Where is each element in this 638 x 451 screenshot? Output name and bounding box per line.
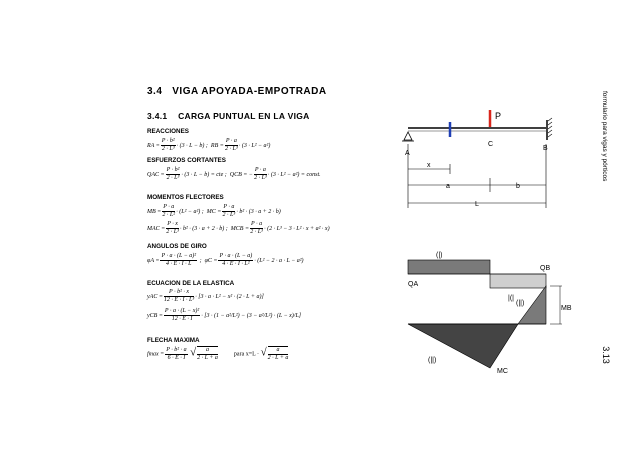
shear-sign-positive: (|) [436, 252, 443, 259]
heading-reacciones: REACCIONES [147, 128, 189, 135]
pinned-support-a [402, 132, 414, 141]
dim-b-label: b [516, 183, 520, 190]
beam [408, 128, 546, 131]
label-b: B [543, 145, 548, 152]
moment-diagram [408, 286, 546, 368]
page-number: 3.13 [600, 346, 611, 364]
label-a: A [405, 150, 410, 157]
moment-sign-positive: (||) [428, 357, 437, 364]
label-c: C [488, 141, 494, 148]
shear-label-b: QB [540, 265, 551, 272]
heading-giro: ANGULOS DE GIRO [147, 243, 207, 250]
dimension-lines [408, 144, 546, 208]
moment-label-c: MC [497, 368, 508, 375]
fixed-support-b [547, 118, 552, 140]
formula-moments-1: MB = $\frac{P \cdot a}{\text{2 · L²}}$ · (L² − a²) ; MC = $\frac{P \cdot a}{\text{2 · L³}}$ · b² · (3 · a + 2 · b) [147, 204, 281, 218]
shear-diagram [408, 260, 546, 288]
heading-cortantes: ESFUERZOS CORTANTES [147, 157, 226, 164]
beam-diagrams [400, 100, 572, 380]
formula-moments-2: MAC = $\frac{P \cdot x}{\text{2 · L³}}$ · b² · (3 · a + 2 · b) ; MCB = $\frac{P \cdot a}{\text{2 · L³}}$ · (2 · L³ − 3 · L² · x + a² · x) [147, 221, 330, 235]
formula-reactions: RA = $\frac{\text{P · b²}}{\text{2 · L³}}$ · (3 · L − b) ; RB = $\frac{P \cdot a}{\text{2 · L³}}$ · (3 · L² − a²) [147, 138, 271, 152]
moment-label-b: MB [561, 305, 572, 312]
heading-elastica: ECUACION DE LA ELASTICA [147, 280, 235, 287]
shear-sign-negative: |(| [508, 295, 514, 302]
moment-sign-negative: (||) [516, 300, 525, 307]
dim-a-label: a [446, 183, 450, 190]
shear-label-a: QA [408, 281, 419, 288]
dim-l-label: L [475, 201, 479, 208]
formula-deflection: fmax = $\frac{\text{P · b² · a}}{6 \cdot E \cdot I}$ √ $\frac{a}{2 \cdot L + a}$ para x=L · √ $\frac{a}{2 \cdot L + a}$ [147, 346, 289, 361]
formula-elastic-1: yAC = $\frac{\text{P · b² · x}}{\text{12 · E · I · L³}}$ · [3 · a · L² − x² · (2 · L + a)] [147, 289, 264, 303]
side-running-title: formulario para vigas y pórticos [601, 91, 608, 182]
formula-elastic-2: yCB = $\frac{\text{P · a · (L − x)²}}{12 \cdot E \cdot I}$ · [3 · (1 − a²/L²) − (3 − a²/L²) · (L − x)/L] [147, 308, 302, 322]
heading-flectores: MOMENTOS FLECTORES [147, 194, 224, 201]
section-title: 3.4 VIGA APOYADA-EMPOTRADA [147, 86, 327, 97]
load-label: P [495, 111, 502, 121]
formula-rotation: φA = $\frac{\text{P · a · (L − a)²}}{4 \cdot E \cdot I \cdot L}$ ; φC = $\frac{P \cdot a \cdot (L - a)}{\text{4 · E · I · L²}}$ · (L² − 2 · a · L − a²) [147, 253, 304, 267]
dim-x-label: x [427, 162, 431, 169]
formula-shear: QAC = $\frac{\text{P · b²}}{\text{2 · L³}}$ · (3 · L − b) = cte ; QCB = − $\frac{P \cdot a}{\text{2 · L³}}$ · (3 · L² − a²) = const. [147, 167, 321, 181]
heading-flecha: FLECHA MAXIMA [147, 337, 200, 344]
subsection-title: 3.4.1 CARGA PUNTUAL EN LA VIGA [147, 111, 310, 121]
